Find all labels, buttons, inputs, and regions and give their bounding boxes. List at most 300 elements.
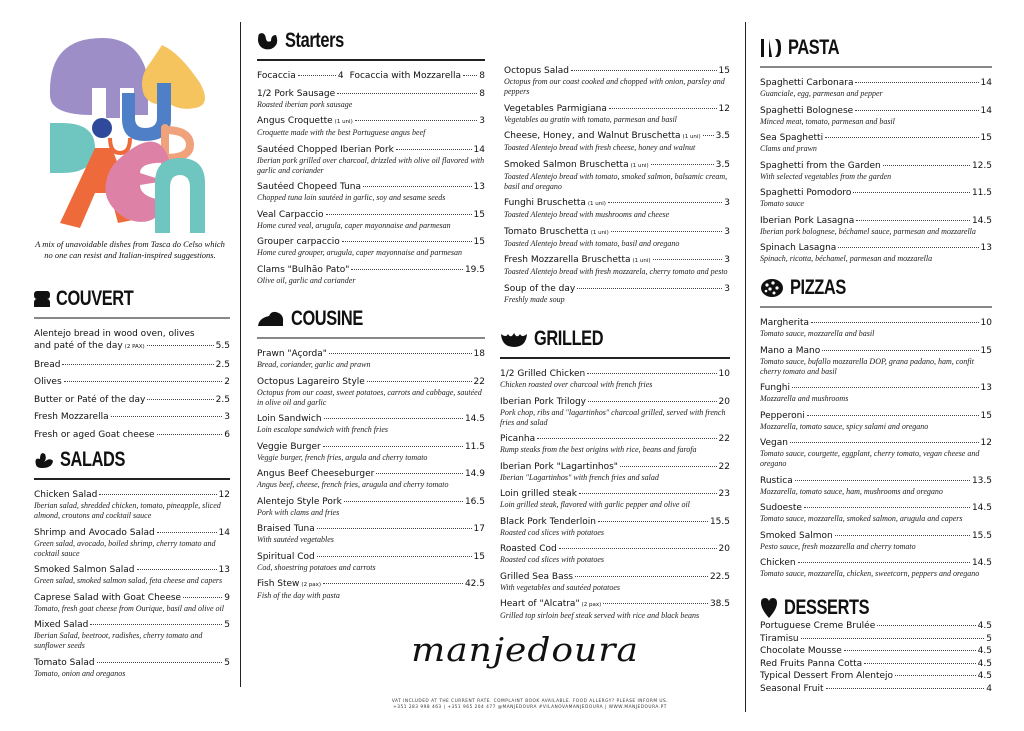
menu-item	[500, 488, 730, 510]
item-price: 17	[473, 524, 485, 534]
item-name: Margherita	[760, 318, 810, 328]
item-description: Freshly made soup	[504, 294, 565, 304]
item-description: Bread, coriander, garlic and prawn	[257, 360, 371, 369]
item-description: With vegetables and sautéed potatoes	[500, 582, 620, 592]
item-price: 12	[718, 103, 730, 114]
item-description: Iberian salad, shredded chicken, tomato, pineapple, sliced almond, croutons and cocktail sauce	[34, 501, 221, 520]
dot-leader	[577, 288, 722, 289]
dot-leader	[329, 353, 472, 354]
item-price: 2	[224, 377, 230, 387]
item-name: Smoked Salmon Bruschetta	[504, 159, 629, 170]
section-title: SALADS	[60, 448, 126, 471]
menu-item	[504, 283, 730, 305]
item-name: Spiritual Cod	[257, 551, 315, 562]
item-name: Seasonal Fruit	[760, 683, 824, 694]
item-name: Picanha	[500, 434, 536, 444]
item-name: Funghi Bruschetta	[504, 198, 586, 208]
section-divider	[760, 66, 992, 68]
pizza-icon	[760, 278, 784, 298]
dot-leader	[883, 165, 970, 166]
bread-icon	[34, 290, 50, 308]
item-price: 38.5	[709, 599, 730, 609]
item-name: Heart of "Alcatra"	[500, 599, 580, 609]
item-name: Spaghetti from the Garden	[760, 160, 881, 171]
item-description: Mozzarella, tomato sauce, ham, mushrooms and oregano	[760, 486, 943, 496]
item-price: 2.5	[215, 359, 230, 370]
item-price: 5	[986, 633, 992, 644]
dot-leader	[835, 535, 970, 536]
menu-item	[257, 496, 485, 518]
menu-item	[500, 516, 730, 538]
item-price: 13	[980, 383, 992, 393]
dot-leader	[559, 548, 717, 549]
menu-item	[34, 328, 230, 353]
item-name: Cheese, Honey, and Walnut Bruschetta	[504, 131, 681, 141]
item-row	[760, 160, 992, 172]
dot-leader	[798, 562, 970, 563]
item-price: 22	[473, 376, 485, 387]
menu-item	[760, 683, 992, 695]
item-row	[257, 209, 485, 221]
leaf-icon	[34, 451, 54, 469]
item-price: 5	[224, 620, 230, 630]
item-row	[34, 328, 230, 340]
item-row	[500, 516, 730, 528]
item-name: Portuguese Creme Brulée	[760, 621, 876, 631]
menu-item	[257, 70, 485, 82]
item-description: Tomato sauce, bufallo mozzarella DOP, grana padano, ham, confit cherry tomato and basil	[760, 356, 974, 376]
menu-item	[34, 376, 230, 388]
item-row	[257, 376, 485, 388]
menu-item	[760, 160, 992, 182]
item-price: 15	[718, 66, 730, 76]
item-description: Cod, shoestring potatoes and carrots	[257, 562, 376, 572]
dot-leader	[822, 350, 978, 351]
item-row	[760, 502, 992, 514]
menu-item	[760, 132, 992, 154]
item-name: Shrimp and Avocado Salad	[34, 527, 155, 538]
item-price: 14	[980, 78, 992, 88]
item-description: Octopus from our coast cooked and chopped with onion, parsley and peppers	[504, 77, 725, 96]
dot-leader	[807, 415, 979, 416]
menu-item	[257, 264, 485, 286]
item-row	[34, 411, 230, 423]
dot-leader	[298, 75, 336, 76]
section-header	[257, 29, 485, 53]
item-description: Rump steaks from the best origins with rice, beans and farofa	[500, 445, 697, 454]
dot-leader	[323, 446, 463, 447]
menu-item	[760, 77, 992, 99]
section-header	[500, 327, 730, 351]
dot-leader	[620, 466, 717, 467]
menu-item	[34, 429, 230, 441]
item-name: Fresh Mozzarella	[34, 412, 109, 422]
item-name: Spaghetti Pomodoro	[760, 188, 852, 198]
item-name: Vegan	[760, 438, 788, 448]
section-divider	[34, 478, 230, 480]
item-price: 8	[479, 88, 485, 99]
item-price: 15	[980, 345, 992, 356]
item-quantity: (1 uni)	[334, 119, 353, 125]
item-description: Clams and prawn	[760, 144, 817, 153]
section-pasta	[760, 36, 992, 270]
section-couvert	[34, 287, 230, 446]
item-price: 12.5	[971, 160, 992, 171]
item-name: Iberian Pork "Lagartinhos"	[500, 461, 618, 472]
dot-leader	[363, 186, 472, 187]
menu-item	[504, 254, 730, 277]
menu-item	[257, 523, 485, 545]
item-row	[760, 475, 992, 487]
item-price: 3	[224, 412, 230, 422]
item-name: Braised Tuna	[257, 524, 315, 534]
item-description: Grilled top sirloin beef steak served with rice and black beans	[500, 611, 700, 620]
item-row	[34, 429, 230, 441]
item-row	[760, 382, 992, 394]
item-price: 23	[718, 489, 730, 499]
item-name: Alentejo bread in wood oven, olives	[34, 329, 195, 339]
item-row	[760, 242, 992, 254]
item-description: Croquette made with the best Portuguese angus beef	[257, 128, 426, 137]
item-row	[500, 461, 730, 473]
menu-item	[760, 670, 992, 682]
item-name: Tomato Salad	[34, 657, 95, 668]
item-price: 3	[479, 116, 485, 126]
dot-leader	[337, 93, 477, 94]
dot-leader	[183, 597, 222, 598]
item-row	[760, 683, 992, 695]
dot-leader	[137, 569, 217, 570]
section-title: GRILLED	[534, 327, 604, 350]
menu-item	[500, 598, 730, 621]
item-price: 5.5	[215, 341, 230, 351]
footer-notice	[340, 699, 720, 711]
column-divider-right	[745, 22, 746, 712]
item-price: 13	[980, 243, 992, 253]
menu-item	[760, 437, 992, 469]
item-description: Toasted Alentejo bread with tomato, smoked salmon, balsamic cream, basil and oregano	[504, 171, 728, 191]
item-name: Loin Sandwich	[257, 414, 322, 424]
menu-item	[504, 130, 730, 153]
item-row	[350, 70, 485, 82]
item-row	[500, 598, 730, 611]
item-description: Spinach, ricotta, béchamel, parmesan and mozzarella	[760, 254, 933, 263]
item-row	[34, 489, 230, 501]
item-description: Iberian pork grilled over charcoal, drizzled with olive oil flavored with garlic and coriander	[257, 155, 485, 175]
dot-leader	[801, 638, 985, 639]
item-row	[257, 441, 485, 453]
menu-item	[760, 620, 992, 632]
item-name: Red Fruits Panna Cotta	[760, 658, 863, 669]
menu-item	[257, 441, 485, 463]
item-description: Roasted iberian pork sausage	[257, 99, 353, 109]
section-title: Starters	[285, 29, 344, 52]
item-description: Pesto sauce, fresh mozzarella and cherry tomato	[760, 541, 916, 551]
item-row	[760, 530, 992, 542]
dot-leader	[811, 322, 979, 323]
item-name: Typical Dessert From Alentejo	[760, 671, 894, 681]
item-price: 22	[718, 434, 730, 444]
item-name: Veggie Burger	[257, 441, 321, 452]
dot-leader	[90, 624, 222, 625]
item-price: 6	[224, 429, 230, 440]
item-price: 13	[473, 182, 485, 192]
dot-leader	[317, 528, 472, 529]
section-desserts	[760, 596, 992, 695]
menu-item	[257, 551, 485, 573]
item-price: 2.5	[215, 394, 230, 405]
menu-item	[257, 413, 485, 435]
dot-leader	[790, 442, 979, 443]
item-name: Roasted Cod	[500, 544, 557, 554]
item-name: Mano a Mano	[760, 345, 821, 356]
item-description: Pork chop, ribs and "lagartinhos" charcoal grilled, served with french fries and salad	[500, 407, 726, 427]
dot-leader	[588, 401, 717, 402]
item-row	[34, 657, 230, 669]
dot-leader	[355, 120, 478, 121]
section-header	[34, 448, 230, 472]
dot-leader	[825, 137, 978, 138]
item-description: Mozzarella and mushrooms	[760, 394, 849, 403]
item-name: Chicken Salad	[34, 490, 98, 500]
item-price: 14	[473, 144, 485, 155]
item-quantity: (1 uni)	[590, 229, 609, 236]
section-header	[257, 307, 485, 331]
menu-item	[34, 411, 230, 423]
item-row	[500, 571, 730, 583]
item-pair	[257, 70, 485, 82]
menu-item	[500, 368, 730, 390]
menu-item	[760, 502, 992, 524]
item-description: Loin escalope sandwich with french fries	[257, 425, 389, 434]
section-title: PASTA	[788, 36, 840, 59]
section-header	[760, 36, 992, 60]
item-name: and paté of the day	[34, 341, 123, 351]
dot-leader	[795, 480, 970, 481]
dot-leader	[804, 507, 970, 508]
menu-item	[257, 115, 485, 138]
item-description: Roasted cod slices with potatoes	[500, 527, 604, 537]
item-description: Toasted Alentejo bread with mushrooms and cheese	[504, 210, 670, 219]
menu-item	[760, 658, 992, 670]
item-price: 3	[724, 255, 730, 265]
menu-item	[257, 348, 485, 370]
item-row	[257, 348, 485, 360]
item-price: 4	[337, 71, 344, 81]
item-price: 12	[218, 490, 230, 500]
item-row	[500, 396, 730, 408]
item-row	[500, 433, 730, 445]
dot-leader	[157, 434, 223, 435]
item-description: Mozzarella, tomato sauce, spicy salami and oregano	[760, 421, 929, 431]
section-title: PIZZAS	[790, 276, 846, 299]
item-price: 13	[218, 565, 230, 575]
item-row	[760, 633, 992, 645]
item-row	[34, 592, 230, 604]
item-description: Tomato sauce, mozzarella, smoked salmon, arugula and capers	[760, 514, 963, 523]
item-row	[760, 670, 992, 682]
item-price: 10	[980, 318, 992, 328]
menu-item	[257, 468, 485, 490]
section-header	[34, 287, 230, 311]
menu-item	[500, 461, 730, 483]
item-price: 15.5	[971, 530, 992, 541]
dot-leader	[344, 501, 463, 502]
item-name: Sea Spaghetti	[760, 133, 824, 143]
menu-item	[34, 564, 230, 586]
item-name: Angus Beef Cheeseburger	[257, 469, 375, 479]
menu-item	[504, 226, 730, 249]
item-price: 4.5	[977, 621, 992, 631]
item-name: Vegetables Parmigiana	[504, 103, 607, 114]
item-row	[760, 557, 992, 569]
item-description: Roasted cod slices with potatoes	[500, 555, 604, 564]
item-price: 13.5	[971, 475, 992, 486]
item-description: Octopus from our coast, sweet potatoes, carrots and cabbage, sautéed in olive oil and garlic	[257, 387, 482, 407]
item-description: With selected vegetables from the garden	[760, 171, 892, 181]
item-row	[257, 496, 485, 508]
dot-leader	[603, 603, 708, 604]
item-row	[760, 620, 992, 632]
menu-item	[760, 410, 992, 432]
item-row	[504, 159, 730, 172]
dot-leader	[326, 214, 472, 215]
item-row	[760, 187, 992, 199]
item-price: 12	[980, 438, 992, 448]
item-price: 10	[718, 369, 730, 379]
item-price: 16.5	[464, 496, 485, 507]
menu-item	[760, 645, 992, 657]
item-name: Clams "Bulhão Pato"	[257, 264, 350, 275]
dot-leader	[97, 662, 223, 663]
item-name: Spaghetti Carbonara	[760, 78, 854, 88]
item-row	[504, 130, 730, 143]
item-description: Iberian Salad, beetroot, radishes, cherry tomato and sunflower seeds	[34, 631, 203, 650]
item-price: 15.5	[709, 516, 730, 527]
footer-line-2: +351 283 998 463 | +351 965 204 477 @MANJEDOURA #VILANOVAMANJEDOURA | WWW.MANJEDOURA.PT	[393, 705, 667, 710]
menu-item	[34, 592, 230, 614]
item-description: Vegetables au gratin with tomato, parmesan and basil	[504, 114, 677, 124]
section-header	[760, 276, 992, 300]
item-row	[760, 410, 992, 422]
item-description: Tomato sauce, courgette, eggplant, cherry tomato, vegan cheese and oregano	[760, 449, 980, 468]
section-header	[760, 596, 992, 620]
menu-item	[500, 571, 730, 593]
item-name: Sautéed Chopped Iberian Pork	[257, 144, 394, 155]
item-price: 14	[980, 105, 992, 116]
dot-leader	[351, 269, 463, 270]
dot-leader	[463, 75, 477, 76]
item-row	[257, 551, 485, 563]
item-name: Chocolate Mousse	[760, 646, 842, 656]
item-description: Home cured grouper, arugula, caper mayonnaise and parmesan	[257, 248, 462, 257]
menu-item	[34, 619, 230, 651]
dot-leader	[367, 381, 472, 382]
item-description: Angus beef, cheese, french fries, arugula and cherry tomato	[257, 480, 449, 489]
cashew-icon	[257, 31, 279, 51]
item-row	[760, 437, 992, 449]
item-row	[34, 376, 230, 388]
item-quantity: (2 PAX)	[124, 344, 145, 350]
item-name: Octopus Lagareiro Style	[257, 376, 365, 387]
brand-signature: manjedoura	[411, 632, 639, 669]
item-price: 14.5	[971, 215, 992, 226]
item-row	[257, 264, 485, 276]
item-price: 11.5	[464, 441, 485, 452]
dot-leader	[856, 220, 970, 221]
menu-item	[760, 382, 992, 404]
item-price: 3	[724, 226, 730, 237]
menu-item	[257, 376, 485, 408]
item-price: 15	[980, 410, 992, 421]
item-price: 14.5	[971, 503, 992, 513]
item-description: Chicken roasted over charcoal with french fries	[500, 380, 653, 389]
item-description: Olive oil, garlic and coriander	[257, 275, 356, 285]
dot-leader	[147, 399, 213, 400]
item-name: Soup of the day	[504, 283, 576, 294]
item-price: 22	[718, 461, 730, 472]
item-name: Bread	[34, 359, 61, 370]
item-row	[500, 488, 730, 500]
item-name: 1/2 Grilled Chicken	[500, 369, 586, 379]
menu-item	[760, 105, 992, 127]
dot-leader	[147, 345, 214, 346]
item-row	[34, 359, 230, 371]
item-row	[760, 645, 992, 657]
item-row	[504, 283, 730, 295]
item-quantity: (1 uni)	[630, 162, 649, 169]
item-name: Alentejo Style Pork	[257, 496, 342, 507]
item-name: Spaghetti Bolognese	[760, 105, 854, 116]
item-description: Toasted Alentejo bread with tomato, basil and oregano	[504, 238, 680, 248]
item-name: Octopus Salad	[504, 66, 569, 76]
dot-leader	[587, 373, 716, 374]
item-name: Sautéed Chopeed Tuna	[257, 182, 362, 192]
dot-leader	[598, 521, 708, 522]
dot-leader	[792, 387, 979, 388]
item-description: Chopped tuna loin sautéed in garlic, soy and sesame seeds	[257, 193, 446, 202]
item-row	[257, 413, 485, 425]
item-row	[257, 578, 485, 591]
dot-leader	[855, 110, 978, 111]
item-price: 18	[473, 349, 485, 359]
section-title: DESSERTS	[784, 596, 870, 619]
item-name: Iberian Pork Lasagna	[760, 215, 855, 226]
dot-leader	[317, 556, 472, 557]
menu-item	[34, 657, 230, 679]
dot-leader	[575, 576, 708, 577]
item-description: Pork with clams and fries	[257, 507, 340, 517]
item-name: Fish Stew	[257, 579, 300, 589]
item-name: Smoked Salmon Salad	[34, 565, 135, 575]
item-row	[760, 105, 992, 117]
dot-leader	[853, 192, 970, 193]
item-description: Tomato, onion and oreganos	[34, 668, 126, 678]
manjedoura-logo	[40, 33, 210, 233]
menu-item	[760, 345, 992, 377]
item-name: Sudoeste	[760, 503, 802, 513]
menu-item	[34, 489, 230, 521]
item-row	[504, 254, 730, 267]
menu-item	[504, 65, 730, 97]
item-price: 15	[473, 551, 485, 562]
item-row	[504, 197, 730, 210]
item-description: Green salad, smoked salmon salad, feta cheese and capers	[34, 576, 223, 585]
dot-leader	[703, 135, 714, 136]
menu-item	[34, 394, 230, 406]
item-row	[504, 226, 730, 239]
item-name: Grilled Sea Bass	[500, 571, 573, 582]
